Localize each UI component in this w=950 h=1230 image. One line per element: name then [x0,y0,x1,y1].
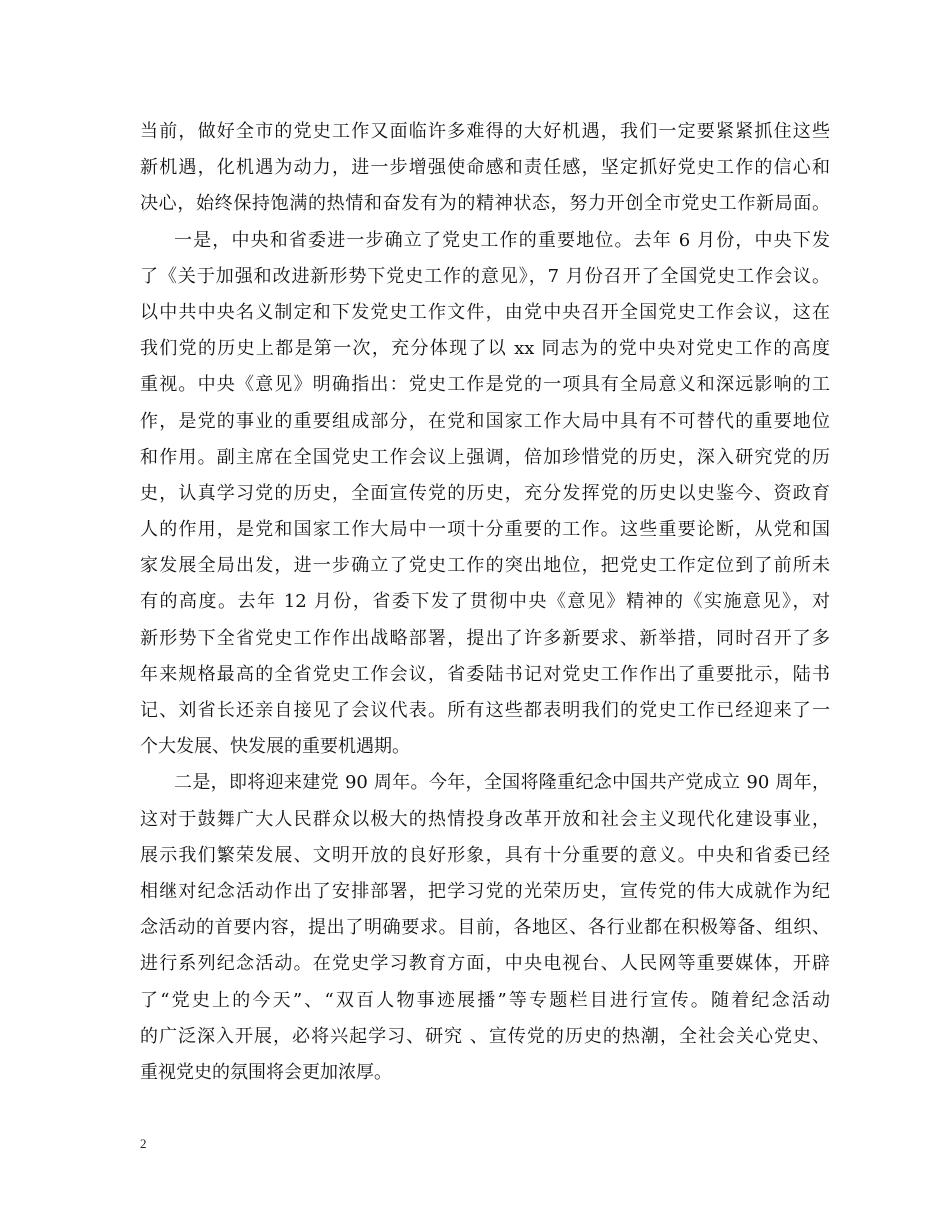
text-line: 决心，始终保持饱满的热情和奋发有为的精神状态，努力开创全市党史工作新局面。 [140,193,830,215]
text-line: 我们党的历史上都是第一次，充分体现了以 xx 同志为的党中央对党史工作的高度 [140,338,830,360]
text-line: 和作用。副主席在全国党史工作会议上强调，倍加珍惜党的历史，深入研究党的历 [140,446,830,468]
text-line: 的广泛深入开展，必将兴起学习、研究 、宣传党的历史的热潮，全社会关心党史、 [140,1025,830,1047]
text-line: 以中共中央名义制定和下发党史工作文件，由党中央召开全国党史工作会议，这在 [140,301,830,323]
text-line: 相继对纪念活动作出了安排部署，把学习党的光荣历史，宣传党的伟大成就作为纪 [140,880,830,902]
text-line: 重视党史的氛围将会更加浓厚。 [140,1061,392,1083]
page-number: 2 [140,1136,147,1151]
text-line: 作，是党的事业的重要组成部分，在党和国家工作大局中具有不可替代的重要地位 [140,410,830,432]
text-line: 家发展全局出发，进一步确立了党史工作的突出地位，把党史工作定位到了前所未 [140,555,830,577]
text-line: 当前，做好全市的党史工作又面临许多难得的大好机遇，我们一定要紧紧抓住这些 [140,121,830,142]
text-line: 念活动的首要内容，提出了明确要求。目前，各地区、各行业都在积极筹备、组织、 [140,917,830,939]
text-line: 了“党史上的今天”、“双百人物事迹展播”等专题栏目进行宣传。随着纪念活动 [140,989,830,1011]
text-line: 这对于鼓舞广大人民群众以极大的热情投身改革开放和社会主义现代化建设事业， [140,808,830,830]
text-line: 人的作用，是党和国家工作大局中一项十分重要的工作。这些重要论断，从党和国 [140,519,830,541]
text-line: 新形势下全省党史工作作出战略部署，提出了许多新要求、新举措，同时召开了多 [140,627,830,649]
text-line: 史，认真学习党的历史，全面宣传党的历史，充分发挥党的历史以史鉴今、资政育 [140,482,830,504]
text-line: 记、刘省长还亲自接见了会议代表。所有这些都表明我们的党史工作已经迎来了一 [140,700,830,721]
body-text [140,114,830,1091]
text-line: 个大发展、快发展的重要机遇期。 [140,736,410,758]
text-line: 有的高度。去年 12 月份，省委下发了贯彻中央《意见》精神的《实施意见》，对 [140,591,830,613]
paragraph-first-line: 二是，即将迎来建党 90 周年。今年，全国将隆重纪念中国共产党成立 90 周年， [174,772,830,794]
text-line: 新机遇，化机遇为动力，进一步增强使命感和责任感，坚定抓好党史工作的信心和 [140,157,830,179]
text-line: 进行系列纪念活动。在党史学习教育方面，中央电视台、人民网等重要媒体，开辟 [140,953,830,975]
paragraph-first-line: 一是，中央和省委进一步确立了党史工作的重要地位。去年 6 月份，中央下发 [174,229,830,251]
text-line: 年来规格最高的全省党史工作会议，省委陆书记对党史工作作出了重要批示，陆书 [140,663,830,685]
text-line: 了《关于加强和改进新形势下党史工作的意见》，7 月份召开了全国党史工作会议。 [140,265,830,287]
text-line: 展示我们繁荣发展、文明开放的良好形象，具有十分重要的意义。中央和省委已经 [140,844,830,866]
text-line: 重视。中央《意见》明确指出：党史工作是党的一项具有全局意义和深远影响的工 [140,374,830,396]
